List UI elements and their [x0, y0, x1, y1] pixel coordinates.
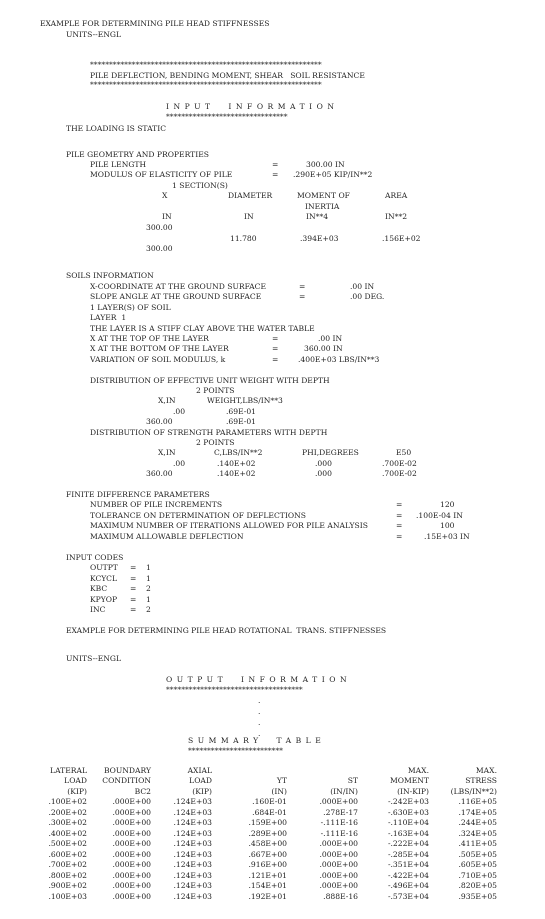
column-header-inertia: INERTIA [305, 202, 340, 211]
summary-cell-max-stress: .710E+05 [458, 870, 497, 880]
summary-cell-boundary-condition: .000E+00 [112, 797, 151, 806]
code-equals: = [130, 605, 137, 614]
soils-heading: SOILS INFORMATION [66, 271, 154, 280]
code-equals: = [130, 563, 137, 572]
summary-header-lateral-load: (KIP) [67, 787, 87, 796]
summary-cell-lateral-load: .300E+02 [48, 818, 87, 827]
equals-sign: = [299, 282, 306, 291]
column-header-x: X [162, 191, 168, 200]
equals-sign: = [396, 532, 403, 541]
summary-cell-max-moment: -.163E+04 [387, 828, 429, 838]
summary-cell-axial-load: .124E+03 [173, 797, 212, 806]
summary-cell-lateral-load: .100E+03 [48, 891, 87, 901]
summary-cell-boundary-condition: .000E+00 [112, 849, 151, 859]
summary-cell-axial-load: .124E+03 [173, 870, 212, 880]
equals-sign: = [272, 334, 279, 343]
summary-cell-yt: .667E+00 [248, 849, 287, 859]
code-name: KBC [90, 584, 108, 593]
summary-cell-max-moment: -.110E+04 [387, 818, 429, 827]
summary-cell-yt: .289E+00 [248, 828, 287, 838]
summary-cell-st: -.111E-16 [320, 828, 358, 838]
area-value: .156E+02 [382, 234, 421, 243]
x-bottom-layer-value: 360.00 IN [304, 344, 343, 353]
summary-cell-yt: .160E-01 [252, 797, 287, 806]
summary-cell-boundary-condition: .000E+00 [112, 839, 151, 848]
summary-header-boundary-condition: CONDITION [102, 776, 151, 785]
increments-value: 120 [440, 500, 455, 509]
uw-row-1-weight: .69E-01 [226, 417, 256, 426]
layer-count: 1 LAYER(S) OF SOIL [90, 303, 171, 312]
summary-cell-max-stress: .505E+05 [458, 849, 497, 859]
section-banner: PILE DEFLECTION, BENDING MOMENT, SHEAR SOIL RESISTANCE [90, 71, 365, 80]
x-bottom-layer-label: X AT THE BOTTOM OF THE LAYER [90, 344, 229, 353]
summary-cell-max-moment: -.422E+04 [387, 870, 429, 880]
column-header-moment: MOMENT OF [297, 191, 350, 200]
summary-header-st: (IN/IN) [330, 787, 358, 796]
summary-header-axial-load: AXIAL [187, 766, 212, 775]
variation-value: .400E+03 LBS/IN**3 [298, 355, 380, 364]
summary-cell-boundary-condition: .000E+00 [112, 818, 151, 827]
document-title: EXAMPLE FOR DETERMINING PILE HEAD STIFFNESSES [40, 19, 270, 28]
column-header-diameter: DIAMETER [228, 191, 273, 200]
summary-cell-axial-load: .124E+03 [173, 807, 212, 817]
summary-cell-boundary-condition: .000E+00 [112, 860, 151, 869]
summary-cell-max-stress: .116E+05 [458, 797, 497, 806]
summary-cell-boundary-condition: .000E+00 [112, 870, 151, 880]
summary-cell-max-moment: -.222E+04 [387, 839, 429, 848]
summary-cell-boundary-condition: .000E+00 [112, 881, 151, 890]
tolerance-label: TOLERANCE ON DETERMINATION OF DEFLECTIONS [90, 511, 306, 520]
pile-length-value: 300.00 IN [306, 160, 345, 169]
star-divider: ************************************************************* [90, 80, 322, 89]
iterations-value: 100 [440, 521, 455, 530]
summary-cell-axial-load: .124E+03 [173, 881, 212, 890]
st-row-1-phi: .000 [315, 469, 332, 478]
summary-cell-axial-load: .124E+03 [173, 891, 212, 901]
summary-header-max-moment: MOMENT [389, 776, 429, 785]
summary-cell-st: .000E+00 [319, 870, 358, 880]
code-value: 1 [146, 563, 151, 572]
x-bottom-value: 300.00 [146, 244, 173, 253]
summary-cell-yt: .458E+00 [248, 839, 287, 848]
equals-sign: = [272, 160, 279, 169]
summary-cell-yt: .916E+00 [248, 860, 287, 869]
summary-cell-axial-load: .124E+03 [173, 839, 212, 848]
summary-header-lateral-load: LATERAL [50, 766, 87, 775]
summary-cell-max-stress: .935E+05 [458, 891, 497, 901]
uw-column-x: X,IN [158, 396, 176, 405]
summary-cell-yt: .121E+01 [248, 870, 287, 880]
summary-cell-lateral-load: .400E+02 [48, 828, 87, 838]
summary-cell-lateral-load: .200E+02 [48, 807, 87, 817]
unit-x: IN [162, 212, 172, 221]
input-information-heading: INPUT INFORMATION [166, 102, 339, 111]
modulus-label: MODULUS OF ELASTICITY OF PILE [90, 170, 233, 179]
uw-row-0-weight: .69E-01 [226, 407, 256, 416]
summary-cell-max-moment: -.630E+03 [387, 807, 429, 817]
ellipsis-dot: . [258, 707, 261, 716]
slope-value: .00 DEG. [350, 292, 385, 301]
st-column-c: C,LBS/IN**2 [214, 448, 263, 457]
equals-sign: = [396, 500, 403, 509]
summary-header-max-moment: (IN-KIP) [397, 787, 429, 796]
code-value: 1 [146, 574, 151, 583]
modulus-value: .290E+05 KIP/IN**2 [293, 170, 373, 179]
summary-cell-lateral-load: .900E+02 [48, 881, 87, 890]
strength-heading: DISTRIBUTION OF STRENGTH PARAMETERS WITH DEPTH [90, 428, 328, 437]
summary-cell-st: .000E+00 [319, 849, 358, 859]
st-row-0-e50: .700E-02 [382, 459, 417, 468]
summary-cell-max-moment: -.573E+04 [387, 891, 429, 901]
iterations-label: MAXIMUM NUMBER OF ITERATIONS ALLOWED FOR PILE ANALYSIS [90, 521, 368, 530]
x-top-layer-label: X AT THE TOP OF THE LAYER [90, 334, 209, 343]
unit-weight-points: 2 POINTS [196, 386, 235, 395]
uw-column-weight: WEIGHT,LBS/IN**3 [207, 396, 283, 405]
star-divider: ************************* [188, 746, 283, 755]
unit-diameter: IN [244, 212, 254, 221]
equals-sign: = [272, 355, 279, 364]
sections-count: 1 SECTION(S) [172, 181, 228, 190]
star-divider: ************************************************************* [90, 60, 322, 69]
code-name: KCYCL [90, 574, 118, 583]
summary-cell-max-moment: -.285E+04 [387, 849, 429, 859]
layer-description: THE LAYER IS A STIFF CLAY ABOVE THE WATER TABLE [90, 324, 315, 333]
unit-weight-heading: DISTRIBUTION OF EFFECTIVE UNIT WEIGHT WITH DEPTH [90, 376, 330, 385]
summary-cell-yt: .154E+01 [248, 881, 287, 890]
loading-type: THE LOADING IS STATIC [66, 124, 167, 133]
xcoord-value: .00 IN [350, 282, 375, 291]
summary-cell-max-stress: .244E+05 [458, 818, 497, 827]
increments-label: NUMBER OF PILE INCREMENTS [90, 500, 223, 509]
layer-number: LAYER 1 [90, 313, 127, 322]
summary-cell-axial-load: .124E+03 [173, 828, 212, 838]
ellipsis-dot: . [258, 718, 261, 727]
summary-header-st: ST [347, 776, 358, 785]
summary-header-max-stress: MAX. [475, 766, 497, 775]
output-information-heading: OUTPUT INFORMATION [166, 675, 352, 684]
summary-cell-lateral-load: .600E+02 [48, 849, 87, 859]
summary-header-max-stress: (LBS/IN**2) [450, 787, 497, 796]
summary-header-max-moment: MAX. [407, 766, 429, 775]
star-divider: ******************************** [166, 112, 288, 121]
summary-cell-max-stress: .411E+05 [458, 839, 497, 848]
summary-header-boundary-condition: BOUNDARY [103, 766, 151, 775]
st-row-1-e50: .700E-02 [382, 469, 417, 478]
st-row-1-c: .140E+02 [217, 469, 256, 478]
summary-cell-st: -.111E-16 [320, 818, 358, 827]
summary-cell-yt: .159E+00 [248, 818, 287, 827]
strength-points: 2 POINTS [196, 438, 235, 447]
summary-cell-st: .000E+00 [319, 797, 358, 806]
summary-cell-boundary-condition: .000E+00 [112, 807, 151, 817]
column-header-area: AREA [385, 191, 408, 200]
st-row-0-c: .140E+02 [217, 459, 256, 468]
code-value: 2 [146, 584, 151, 593]
summary-cell-max-stress: .174E+05 [458, 807, 497, 817]
x-top-layer-value: .00 IN [318, 334, 343, 343]
code-name: OUTPT [90, 563, 118, 572]
unit-area: IN**2 [385, 212, 408, 221]
summary-cell-max-moment: -.242E+03 [387, 797, 429, 806]
summary-cell-lateral-load: .700E+02 [48, 860, 87, 869]
summary-cell-max-stress: .605E+05 [458, 860, 497, 869]
summary-cell-boundary-condition: .000E+00 [112, 891, 151, 901]
st-column-phi: PHI,DEGREES [302, 448, 359, 457]
st-row-0-phi: .000 [315, 459, 332, 468]
summary-cell-max-stress: .820E+05 [458, 881, 497, 890]
code-equals: = [130, 595, 137, 604]
code-value: 2 [146, 605, 151, 614]
slope-label: SLOPE ANGLE AT THE GROUND SURFACE [90, 292, 262, 301]
pile-length-label: PILE LENGTH [90, 160, 147, 169]
st-column-x: X,IN [158, 448, 176, 457]
st-column-e50: E50 [396, 448, 412, 457]
equals-sign: = [272, 344, 279, 353]
units-label-2: UNITS--ENGL [66, 654, 122, 663]
uw-row-0-x: .00 [173, 407, 186, 416]
equals-sign: = [299, 292, 306, 301]
code-name: INC [90, 605, 106, 614]
summary-cell-st: .000E+00 [319, 881, 358, 890]
summary-cell-yt: .192E+01 [248, 891, 287, 901]
summary-header-axial-load: LOAD [189, 776, 212, 785]
inertia-value: .394E+03 [300, 234, 339, 243]
finite-difference-heading: FINITE DIFFERENCE PARAMETERS [66, 490, 210, 499]
summary-header-yt: (IN) [271, 787, 287, 796]
uw-row-1-x: 360.00 [146, 417, 173, 426]
summary-cell-axial-load: .124E+03 [173, 818, 212, 827]
ellipsis-dot: . [258, 696, 261, 705]
summary-cell-axial-load: .124E+03 [173, 849, 212, 859]
max-deflection-label: MAXIMUM ALLOWABLE DEFLECTION [90, 532, 244, 541]
summary-header-axial-load: (KIP) [192, 787, 212, 796]
x-top-value: 300.00 [146, 223, 173, 232]
ellipsis-dot: . [258, 729, 261, 738]
xcoord-label: X-COORDINATE AT THE GROUND SURFACE [90, 282, 267, 291]
summary-cell-lateral-load: .800E+02 [48, 870, 87, 880]
summary-table-heading: SUMMARY TABLE [188, 736, 326, 745]
summary-header-max-stress: STRESS [465, 776, 497, 785]
st-row-1-x: 360.00 [146, 469, 173, 478]
summary-header-yt: YT [276, 776, 287, 785]
code-value: 1 [146, 595, 151, 604]
summary-cell-st: .000E+00 [319, 839, 358, 848]
summary-cell-axial-load: .124E+03 [173, 860, 212, 869]
summary-cell-yt: .684E-01 [252, 807, 287, 817]
example-2-title: EXAMPLE FOR DETERMINING PILE HEAD ROTATIONAL TRANS. STIFFNESSES [66, 626, 387, 635]
code-equals: = [130, 584, 137, 593]
summary-cell-max-moment: -.351E+04 [387, 860, 429, 869]
units-label: UNITS--ENGL [66, 30, 122, 39]
input-codes-heading: INPUT CODES [66, 553, 124, 562]
equals-sign: = [396, 521, 403, 530]
summary-cell-lateral-load: .500E+02 [48, 839, 87, 848]
st-row-0-x: .00 [173, 459, 186, 468]
summary-cell-max-stress: .324E+05 [458, 828, 497, 838]
diameter-value: 11.780 [230, 234, 257, 243]
summary-cell-max-moment: -.496E+04 [387, 881, 429, 890]
variation-label: VARIATION OF SOIL MODULUS, k [90, 355, 226, 364]
summary-header-boundary-condition: BC2 [134, 787, 151, 796]
star-divider: ************************************ [166, 685, 303, 694]
summary-cell-st: .278E-17 [323, 807, 358, 817]
code-name: KPYOP [90, 595, 118, 604]
summary-cell-boundary-condition: .000E+00 [112, 828, 151, 838]
pile-geometry-heading: PILE GEOMETRY AND PROPERTIES [66, 150, 209, 159]
summary-cell-st: .888E-16 [323, 891, 358, 901]
tolerance-value: .100E-04 IN [416, 511, 463, 520]
equals-sign: = [396, 511, 403, 520]
equals-sign: = [272, 170, 279, 179]
max-deflection-value: .15E+03 IN [424, 532, 470, 541]
summary-cell-lateral-load: .100E+02 [48, 797, 87, 806]
summary-cell-st: .000E+00 [319, 860, 358, 869]
summary-header-lateral-load: LOAD [64, 776, 87, 785]
code-equals: = [130, 574, 137, 583]
unit-moment: IN**4 [306, 212, 329, 221]
